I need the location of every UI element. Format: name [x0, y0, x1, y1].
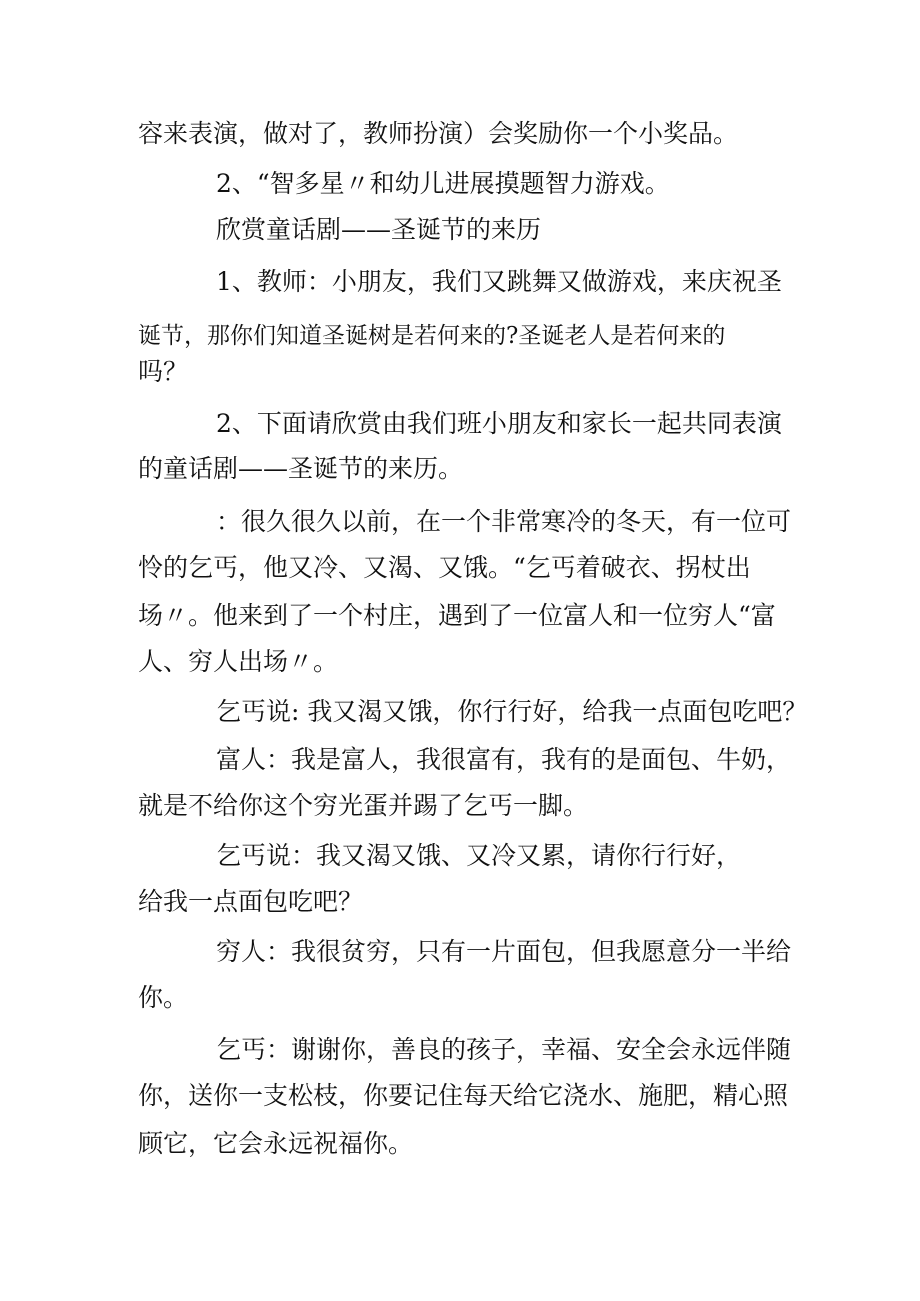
text-line: 乞丐说：我又渴又饿、又冷又累，请你行行好，: [216, 841, 742, 870]
text-line: 2、“智多星〃和幼儿进展摸题智力游戏。: [216, 169, 670, 198]
text-line: 富人：我是富人，我很富有，我有的是面包、牛奶，: [216, 745, 792, 774]
text-line: 人、穷人出场〃。: [138, 647, 339, 676]
text-line: 诞节，那你们知道圣诞树是若何来的?圣诞老人是若何来的: [138, 323, 726, 349]
section-heading: 欣赏童话剧——圣诞节的来历: [216, 215, 542, 244]
text-line: 给我一点面包吃吧？: [138, 887, 364, 916]
text-line: 怜的乞丐，他又冷、又渴、又饿。“乞丐着破衣、拐杖出: [138, 553, 751, 582]
text-line: 顾它，它会永远祝福你。: [138, 1129, 414, 1158]
text-line: 2、下面请欣赏由我们班小朋友和家长一起共同表演: [216, 409, 782, 438]
text-line: 就是不给你这个穷光蛋并踢了乞丐一脚。: [138, 791, 589, 820]
text-line: 你，送你一支松枝，你要记住每天给它浇水、施肥，精心照: [138, 1081, 789, 1110]
text-line: 的童话剧——圣诞节的来历。: [138, 454, 464, 483]
text-line: ：很久很久以前，在一个非常寒冷的冬天，有一位可: [216, 507, 792, 536]
text-line: 穷人：我很贫穷，只有一片面包，但我愿意分一半给: [216, 937, 792, 966]
text-line: 1、教师：小朋友，我们又跳舞又做游戏，来庆祝圣: [216, 267, 782, 296]
text-line: 场〃。他来到了一个村庄，遇到了一位富人和一位穷人“富: [138, 601, 776, 630]
text-line: 乞丐：谢谢你，善良的孩子，幸福、安全会永远伴随: [216, 1035, 792, 1064]
text-line: 乞丐说: 我又渴又饿，你行行好，给我一点面包吃吧？: [216, 697, 808, 726]
text-line: 你。: [138, 983, 189, 1012]
text-line: 容来表演，做对了，教师扮演）会奖励你一个小奖品。: [138, 119, 739, 148]
text-line: 吗？: [138, 357, 189, 386]
